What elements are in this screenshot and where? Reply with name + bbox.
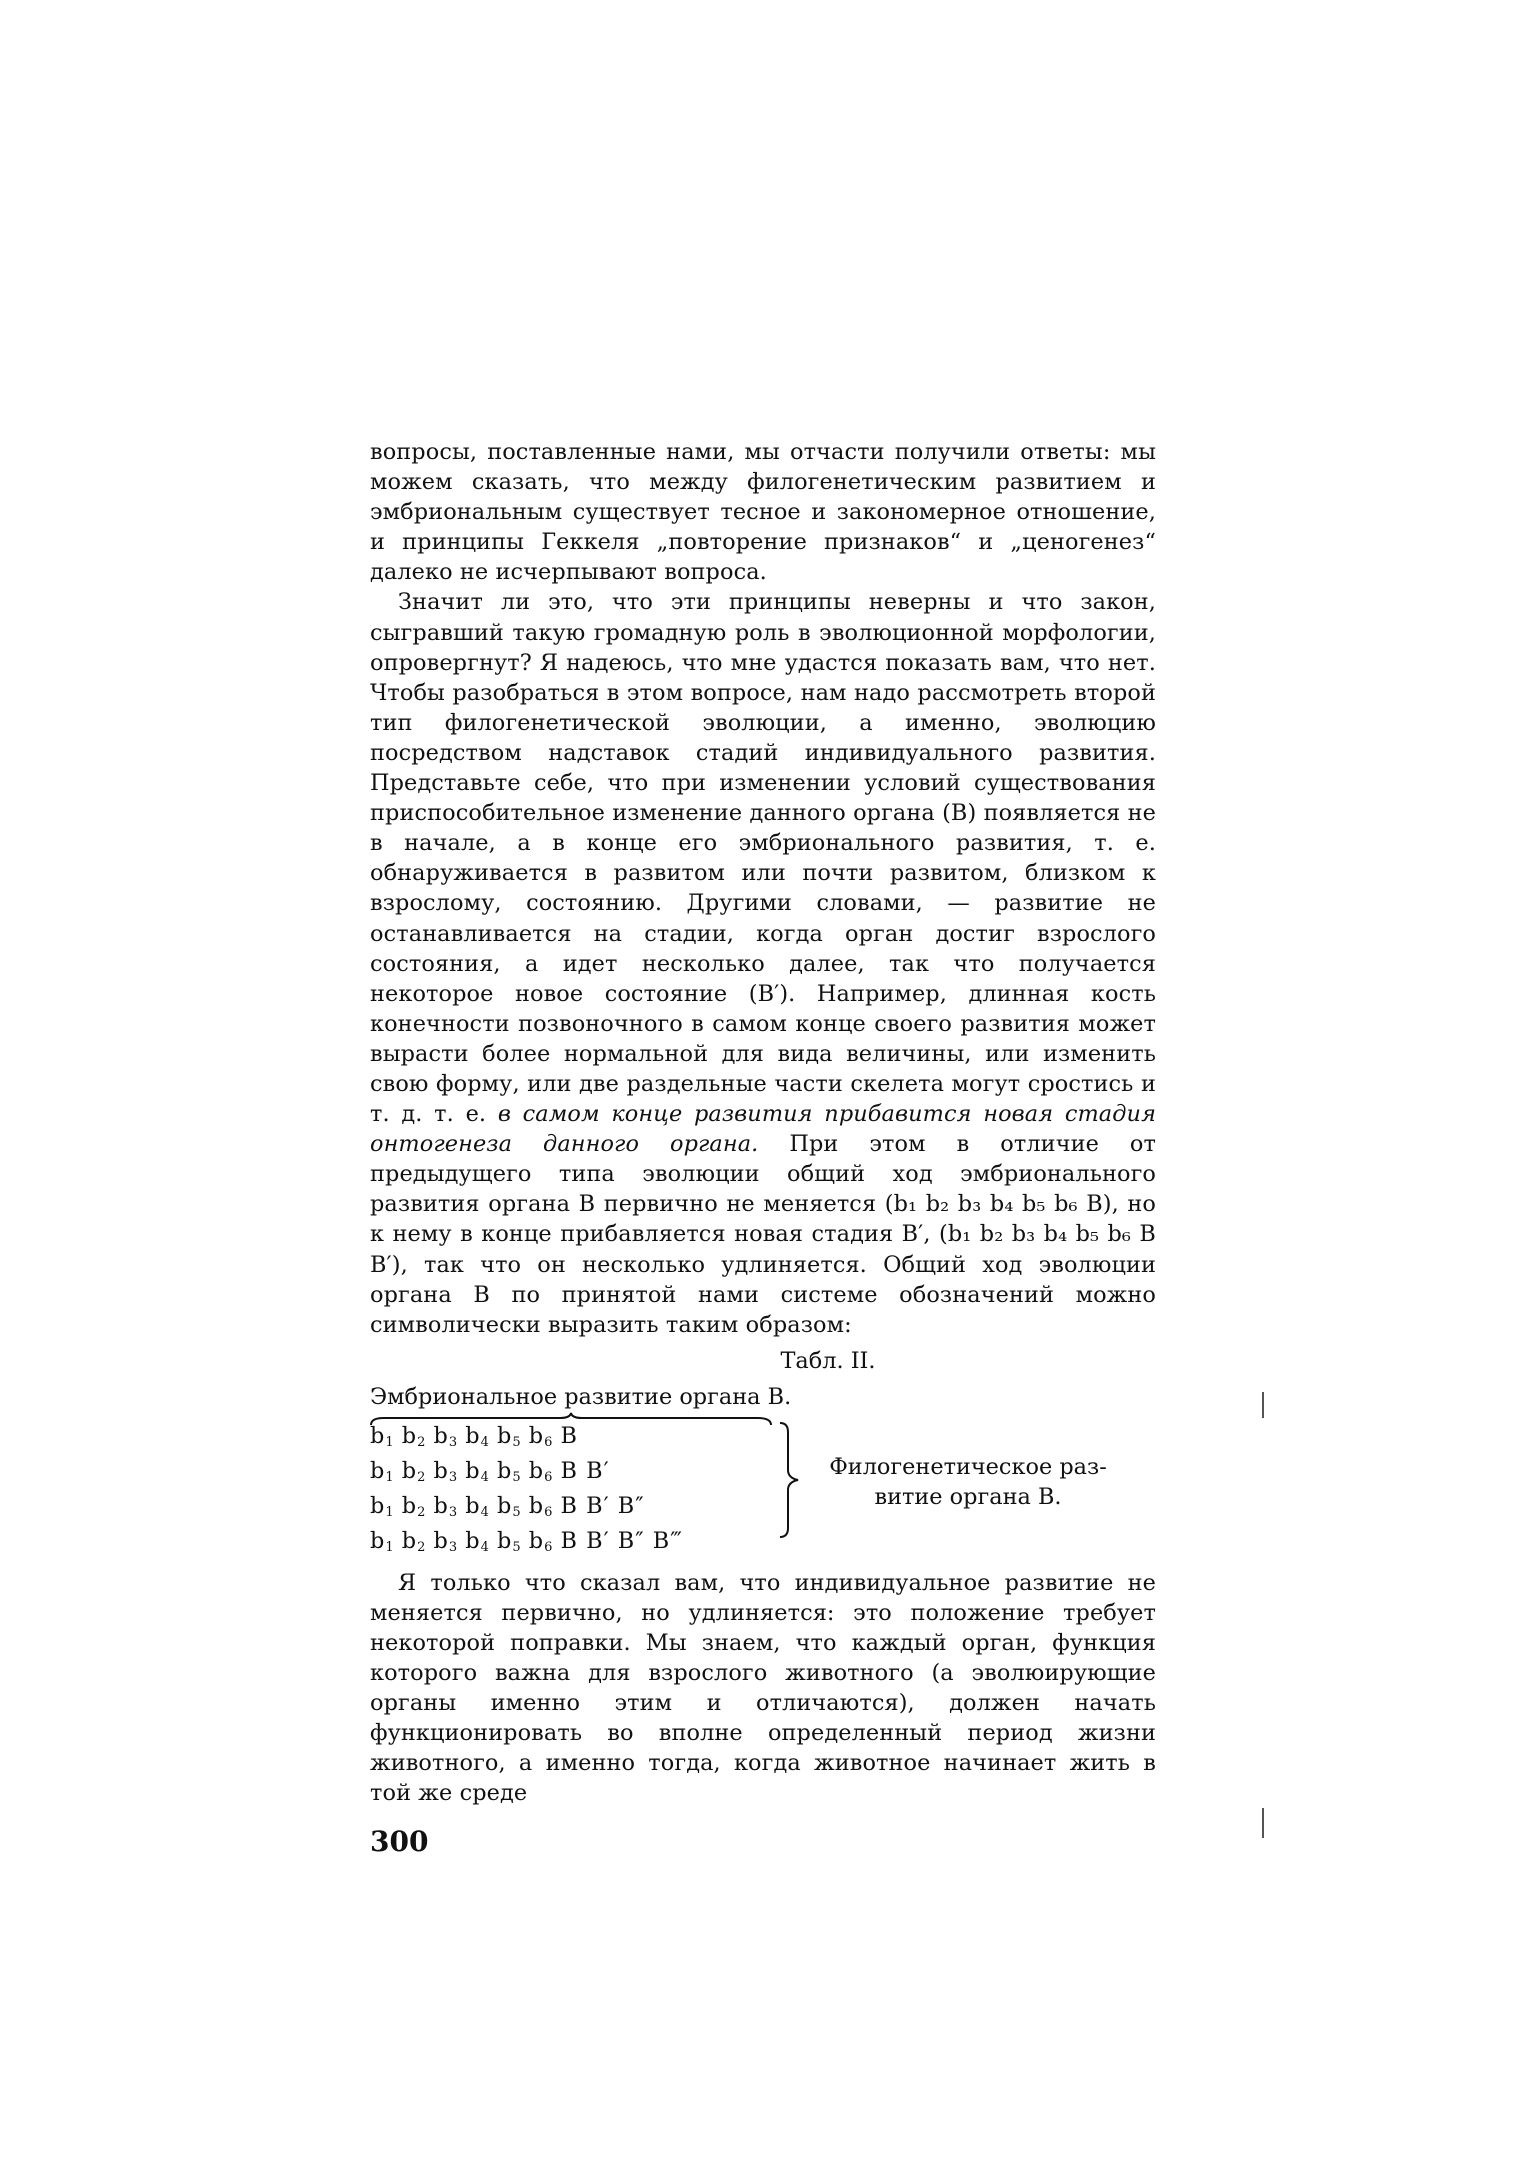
margin-mark	[1262, 1808, 1264, 1838]
table-row: $b_1$ $b_2$ $b_3$ $b_4$ $b_5$ $b_6$ B B′	[370, 1457, 610, 1485]
phylogenetic-label	[818, 1452, 1118, 1512]
paragraph-1: вопросы, поставленные нами, мы отчасти получили ответы: мы можем сказать, что между филогенетическим развитием и эмбриональным существует тесное и закономерное отношение, и принципы Геккеля „повторение признаков“ и „ценогенез“ далеко не исчерпывают вопроса.	[370, 439, 1156, 586]
table-row: $b_1$ $b_2$ $b_3$ $b_4$ $b_5$ $b_6$ B	[370, 1422, 578, 1450]
page-number: 300	[370, 1824, 429, 1858]
paragraph-2-italic: в самом конце развития прибавится новая стадия онтогенеза данного органа.	[370, 1101, 1156, 1158]
right-brace	[778, 1422, 800, 1538]
paragraph-2-end: При этом в отличие от предыдущего типа эволюции общий ход эмбрионального развития органа B первично не меняется (b₁ b₂ b₃ b₄ b₅ b₆ B), но к нему в конце прибавляется новая стадия B′, (b₁ b₂ b₃ b₄ b₅ b₆ B B′), так что он несколько удлиняется. Общий ход эволюции органа B по принятой нами системе обозначений можно символически выразить таким образом:	[370, 1131, 1156, 1338]
phylogenetic-label-line-1: Филогенетическое раз-	[829, 1453, 1107, 1480]
table-header: Эмбриональное развитие органа B.	[370, 1383, 792, 1410]
phylogenetic-label-line-2: витие органа B.	[874, 1483, 1062, 1510]
margin-mark	[1262, 1392, 1264, 1418]
table-rows	[370, 1422, 683, 1562]
table-row: $b_1$ $b_2$ $b_3$ $b_4$ $b_5$ $b_6$ B B′ B″	[370, 1492, 645, 1520]
page-content	[370, 437, 1156, 1858]
paragraph-3: Я только что сказал вам, что индивидуальное развитие не меняется первично, но удлиняется: это положение требует некоторой поправки. Мы знаем, что каждый орган, функция которого важна для взрослого животного (а эволюирующие органы именно этим и отличаются), должен начать функционировать во вполне определенный период жизни животного, а именно тогда, когда животное начинает жить в той же среде	[370, 1569, 1156, 1807]
table-caption: Табл. II.	[780, 1347, 876, 1374]
paragraph-2	[370, 587, 1156, 1339]
evolution-table	[370, 1382, 1156, 1568]
table-row: $b_1$ $b_2$ $b_3$ $b_4$ $b_5$ $b_6$ B B′ B″ B‴	[370, 1527, 683, 1555]
paragraph-2-start: Значит ли это, что эти принципы неверны и что закон, сыгравший такую громадную роль в эволюционной морфологии, опровергнут? Я надеюсь, что мне удастся показать вам, что нет. Чтобы разобраться в этом вопросе, нам надо рассмотреть второй тип филогенетической эволюции, а именно, эволюцию посредством надставок стадий индивидуального развития. Представьте себе, что при изменении условий существования приспособительное изменение данного органа (B) появляется не в начале, а в конце его эмбрионального развития, т. е. обнаруживается в развитом или почти развитом, близком к взрослому, состоянию. Другими словами, — развитие не останавливается на стадии, когда орган достиг взрослого состояния, а идет несколько далее, так что получается некоторое новое состояние (B′). Например, длинная кость конечности позвоночного в самом конце своего развития может вырасти более нормальной для вида величины, или изменить свою форму, или две раздельные части скелета могут сростись и т. д. т. е.	[370, 589, 1156, 1128]
